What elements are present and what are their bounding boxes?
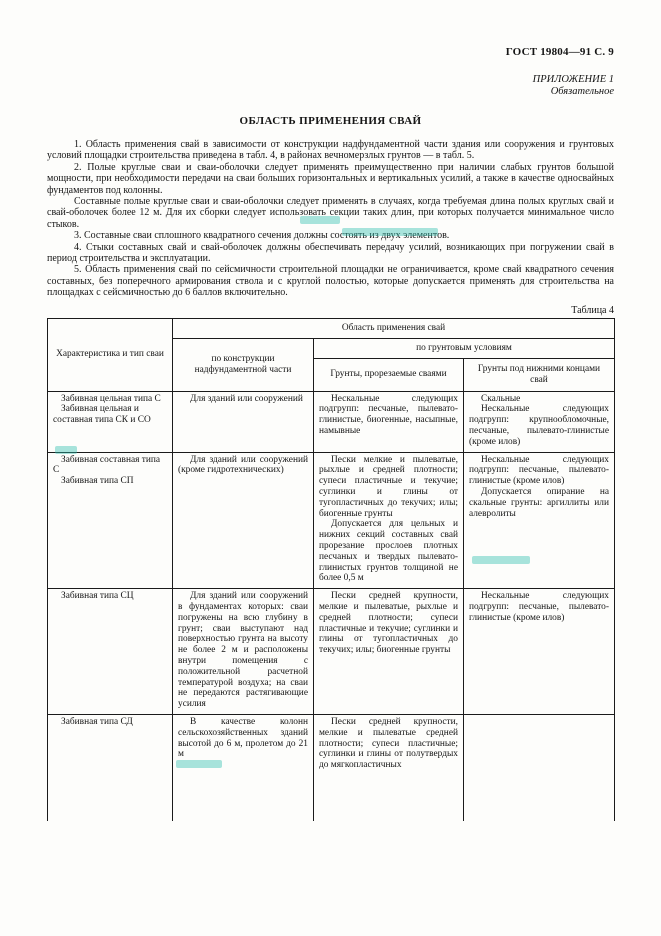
header-application-area: Область применения свай — [173, 318, 615, 338]
cell-construction — [173, 391, 314, 452]
cell-text: Нескальные следующих подгрупп: крупнообломочные, песчаные, пылевато-глинистые (кроме илов) — [469, 404, 609, 447]
cell-construction — [173, 589, 314, 715]
header-characteristic: Характеристика и тип сваи — [48, 318, 173, 391]
annex-sublabel: Обязательное — [550, 86, 614, 97]
cell-soils-under — [464, 452, 615, 589]
header-construction: по конструкции надфундаментной части — [173, 338, 314, 391]
cell-text: Пески средней крупности, мелкие и пылеватые средней плотности; супеси пластичные; суглинки и глины от полутвердых до мягкопластичных — [319, 717, 458, 771]
paragraph-3: 3. Составные сваи сплошного квадратного сечения должны состоять из двух элементов. — [74, 230, 450, 242]
table-row-2 — [48, 452, 615, 589]
paragraph-1: 1. Область применения свай в зависимости от конструкции надфундаментной части здания или сооружения и грунтовых условий площадки строительства приведена в табл. 4, в районах вечномерзлых грунтов — в табл. 5. — [47, 139, 614, 162]
table-row-3 — [48, 589, 615, 715]
pile-application-table — [47, 318, 615, 821]
cell-text: Забивная составная типа С — [53, 454, 161, 476]
paragraph-4: 4. Стыки составных свай и свай-оболочек должны обеспечивать передачу усилий, возникающих при погружении свай в период строительства и эксплуатации. — [47, 241, 614, 265]
cell-soils-under-empty — [464, 715, 615, 822]
doc-header — [47, 46, 614, 59]
table-caption: Таблица 4 — [571, 304, 614, 316]
header-soil-conditions: по грунтовым условиям — [314, 338, 615, 358]
cell-text: Забивная типа СЦ — [61, 591, 134, 602]
cell-pile-type — [48, 589, 173, 715]
cell-text: Пески мелкие и пылеватые, рыхлые и средней плотности; супеси пластичные и текучие; суглинки и глины от тугопластичных до текучих; илы; биогенные грунты — [319, 454, 458, 519]
cell-text: Забивная цельная типа С — [61, 393, 161, 404]
cell-text: Забивная типа СП — [61, 476, 134, 487]
cell-pile-type — [48, 452, 173, 589]
table-row-4 — [48, 715, 615, 822]
paragraph-2a: Составные полые круглые сваи и сваи-оболочки следует применять в случаях, когда требуемая длина полых круглых свай и свай-оболочек более 12 м. Для их сборки следует использовать секции таких длин, при которых получается минимальное число стыков. — [47, 196, 614, 230]
cell-text: Для зданий или сооружений (кроме гидротехнических) — [178, 454, 308, 476]
page-title: ОБЛАСТЬ ПРИМЕНЕНИЯ СВАЙ — [239, 115, 422, 127]
table-body — [48, 391, 615, 821]
cell-soils-pierced — [314, 589, 464, 715]
header-soils-pierced: Грунты, прорезаемые сваями — [314, 358, 464, 391]
gost-number: ГОСТ 19804—91 С. 9 — [505, 46, 614, 58]
cell-text: Нескальные следующих подгрупп: песчаные, пылевато-глинистые (кроме илов) — [469, 591, 609, 623]
cell-soils-pierced — [314, 452, 464, 589]
cell-text: Нескальные следующих подгрупп: песчаные, пылевато-глинистые (кроме илов) — [469, 454, 609, 487]
cell-text: Скальные — [481, 393, 521, 404]
annex-block — [47, 74, 614, 98]
body-text — [47, 139, 614, 299]
cell-text: Пески средней крупности, мелкие и пылеватые, рыхлые и средней плотности; супеси пластичные и текучие; суглинки и глины от тугопластичных до текучих; илы; биогенные грунты — [319, 591, 458, 656]
cell-construction — [173, 452, 314, 589]
cell-text: Забивная типа СД — [61, 717, 133, 727]
header-soils-under-tips: Грунты под нижними концами свай — [464, 358, 615, 391]
annex-label: ПРИЛОЖЕНИЕ 1 — [532, 74, 614, 85]
cell-pile-type — [48, 391, 173, 452]
cell-text: Допускается опирание на скальные грунты: аргиллиты или алевролиты — [469, 487, 609, 519]
cell-text: Забивная цельная и составная типа СК и СО — [53, 404, 151, 426]
table-head — [48, 318, 615, 391]
table-row-1 — [48, 391, 615, 452]
paragraph-2: 2. Полые круглые сваи и сваи-оболочки следует применять преимущественно при наличии слабых грунтов большой мощности, при необходимости передачи на сваи больших горизонтальных и вертикальных усилий, а также в качестве односвайных фундаментов под колонны. — [47, 161, 614, 196]
cell-soils-under — [464, 391, 615, 452]
cell-pile-type — [48, 715, 173, 822]
cell-text: Для зданий или сооружений в фундаментах которых: сваи погружены на всю глубину в грунт; сваи выступают над поверхностью грунта на высоту не более 2 м и расположены внутри помещения с положительной расчетной температурой воздуха; на сваи не передаются растягивающие усилия — [178, 591, 308, 710]
cell-soils-under — [464, 589, 615, 715]
cell-soils-pierced — [314, 715, 464, 822]
cell-text: Допускается для цельных и нижних секций составных свай прорезание прослоев плотных песчаных и твердых пылевато-глинистых грунтов толщиной не более 0,5 м — [319, 519, 458, 584]
cell-text: Нескальные следующих подгрупп: песчаные, пылевато-глинистые, биогенные, насыпные, намывные — [319, 393, 458, 437]
cell-soils-pierced — [314, 391, 464, 452]
cell-text: Для зданий или сооружений — [190, 393, 303, 404]
paragraph-5: 5. Область применения свай по сейсмичности строительной площадки не ограничивается, кроме свай квадратного сечения составных, без поперечного армирования ствола и с круглой полостью, которые допускается применять для строительства на площадках с сейсмичностью до 6 баллов включительно. — [47, 264, 614, 299]
cell-text: В качестве колонн сельскохозяйственных зданий высотой до 6 м, пролетом до 21 м — [178, 717, 308, 760]
cell-construction — [173, 715, 314, 822]
